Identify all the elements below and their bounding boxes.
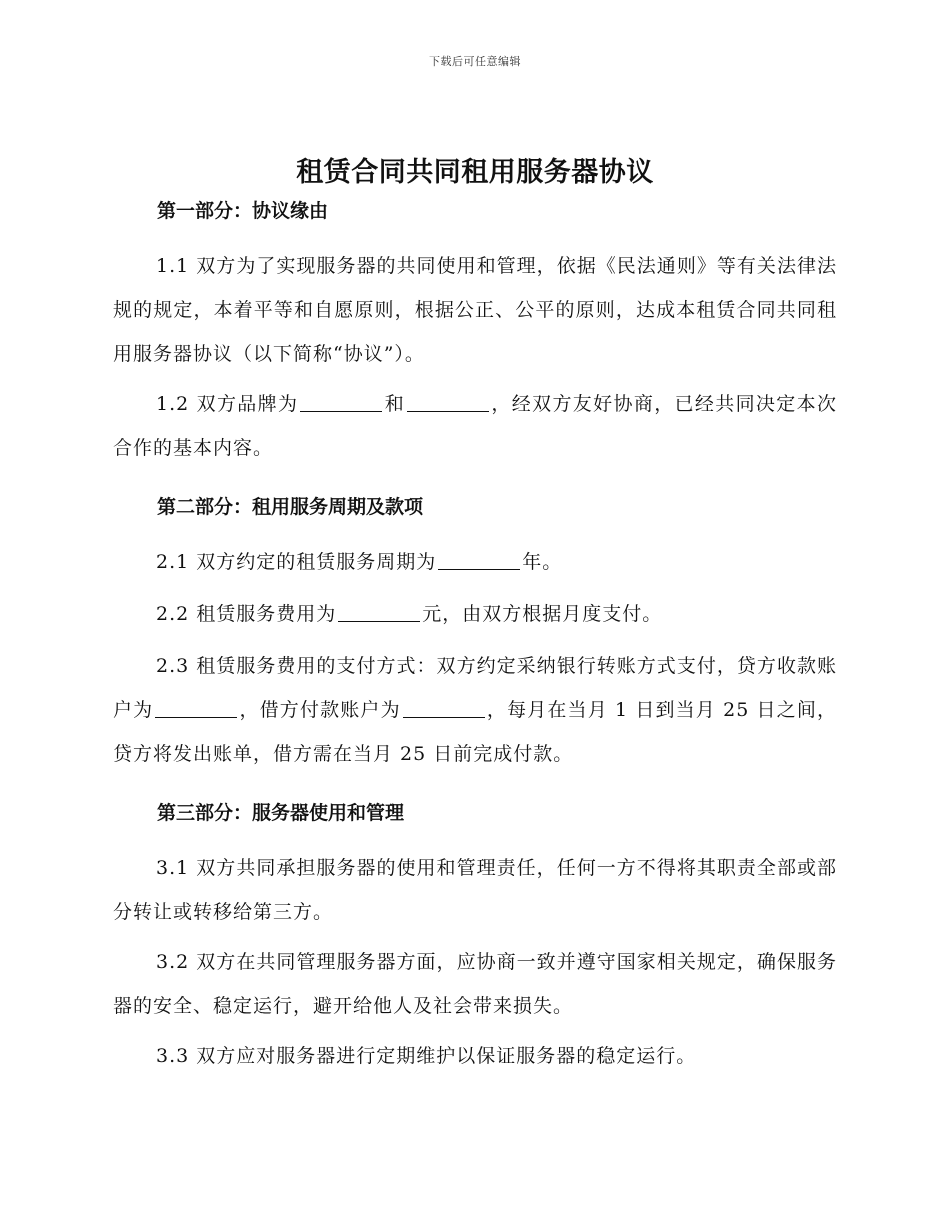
clause-2-3-text-c: ，每月在当月 1 日到当月 25 日之间，贷方将发出账单，借方需在当月 25 日前完成付款。: [113, 699, 837, 765]
clause-2-3-text-a: 2.3 租赁服务费用的支付方式：双方约定采纳银行转账方式支付，贷方收款账户为: [113, 655, 837, 721]
borrower-account-blank: [403, 698, 485, 718]
clause-1-2-text-c: ，经双方友好协商，已经共同决定本次合作的基本内容。: [113, 393, 837, 459]
section-heading-1: 第一部分：协议缘由: [157, 200, 329, 222]
clause-1-2-text-a: 1.2 双方品牌为: [156, 393, 299, 415]
clause-1-2: [113, 382, 837, 470]
clause-1-1: 1.1 双方为了实现服务器的共同使用和管理，依据《民法通则》等有关法律法规的规定，本着平等和自愿原则，根据公正、公平的原则，达成本租赁合同共同租用服务器协议（以下简称“协议”）。: [113, 255, 837, 365]
clause-2-2-text-b: 元，由双方根据月度支付。: [422, 603, 663, 625]
section-heading-2: 第二部分：租用服务周期及款项: [157, 496, 424, 518]
clause-1-2-text-b: 和: [384, 393, 406, 415]
clause-2-1-text-a: 2.1 双方约定的租赁服务周期为: [156, 551, 437, 573]
clause-3-2: 3.2 双方在共同管理服务器方面，应协商一致并遵守国家相关规定，确保服务器的安全、稳定运行，避开给他人及社会带来损失。: [113, 951, 837, 1017]
section-heading-3: 第三部分：服务器使用和管理: [157, 802, 405, 824]
document-body: [113, 196, 837, 1078]
clause-2-1-text-b: 年。: [522, 551, 563, 573]
clause-2-3: [113, 644, 837, 776]
clause-3-3: 3.3 双方应对服务器进行定期维护以保证服务器的稳定运行。: [156, 1045, 697, 1067]
brand-a-blank: [300, 392, 382, 412]
clause-3-1: 3.1 双方共同承担服务器的使用和管理责任，任何一方不得将其职责全部或部分转让或转移给第三方。: [113, 857, 837, 923]
brand-b-blank: [407, 392, 489, 412]
clause-2-2-text-a: 2.2 租赁服务费用为: [156, 603, 337, 625]
period-blank: [438, 550, 520, 570]
clause-2-3-text-b: ，借方付款账户为: [239, 699, 401, 721]
header-note: 下载后可任意编辑: [429, 55, 521, 68]
clause-2-2: [113, 592, 837, 636]
lender-account-blank: [155, 698, 237, 718]
document-title: 租赁合同共同租用服务器协议: [296, 157, 654, 188]
fee-blank: [338, 602, 420, 622]
clause-2-1: [113, 540, 837, 584]
